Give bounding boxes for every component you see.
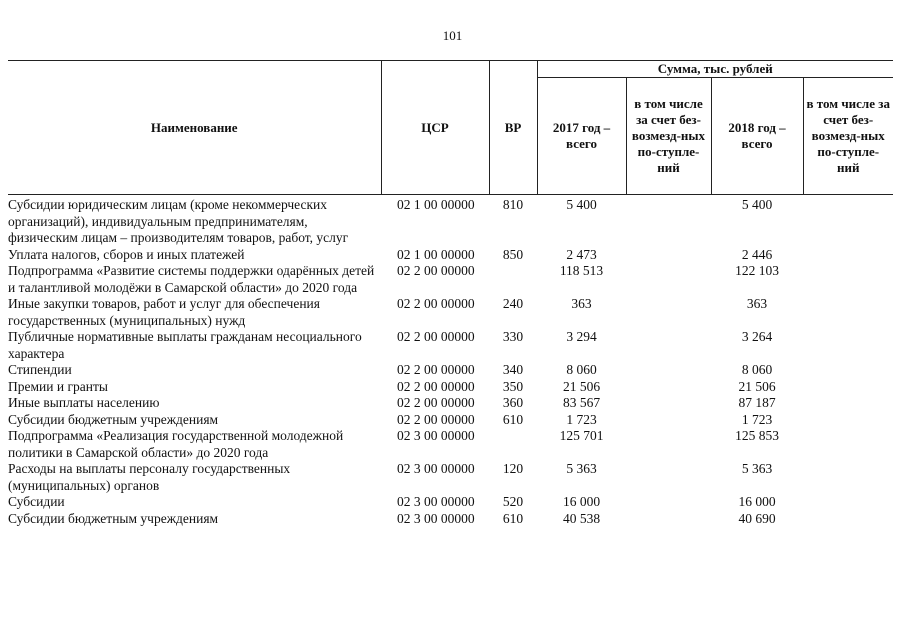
- header-2017-total: 2017 год – всего: [537, 78, 626, 195]
- row-sum-2017: 5 363: [566, 461, 597, 476]
- row-name: Расходы на выплаты персоналу государственных (муниципальных) органов: [8, 461, 291, 493]
- row-grant-2017: [626, 296, 711, 329]
- header-2018-grants: в том числе за счет без-возмезд-ных по-ступле-ний: [803, 78, 893, 195]
- table-row: [8, 263, 893, 296]
- row-csr: 02 2 00 00000: [397, 411, 475, 427]
- row-vr: 850: [502, 246, 524, 262]
- row-name: Иные выплаты населению: [8, 395, 160, 410]
- header-name: Наименование: [8, 61, 381, 195]
- header-2017-grants: в том числе за счет без-возмезд-ных по-ступле-ний: [626, 78, 711, 195]
- row-grant-2017: [626, 461, 711, 494]
- header-vr: ВР: [489, 61, 537, 195]
- row-grant-2018: [803, 362, 893, 379]
- row-vr: 810: [502, 197, 524, 212]
- row-vr: 330: [502, 329, 524, 344]
- row-sum-2018: 40 690: [738, 510, 776, 526]
- row-sum-2017: 21 506: [562, 378, 601, 394]
- row-sum-2017: 3 294: [566, 329, 597, 344]
- row-grant-2018: [803, 494, 893, 511]
- header-2018-total: 2018 год – всего: [711, 78, 803, 195]
- row-grant-2017: [626, 329, 711, 362]
- row-grant-2018: [803, 296, 893, 329]
- row-grant-2017: [626, 412, 711, 429]
- row-csr: 02 2 00 00000: [397, 296, 475, 311]
- table-row: [8, 362, 893, 379]
- row-grant-2017: [626, 362, 711, 379]
- row-vr: 240: [502, 296, 524, 311]
- table-row: [8, 395, 893, 412]
- row-csr: 02 3 00 00000: [397, 461, 475, 476]
- row-sum-2018: 1 723: [741, 411, 773, 427]
- row-sum-2017: 16 000: [562, 494, 601, 509]
- table-row: [8, 412, 893, 429]
- row-sum-2017: 5 400: [566, 197, 597, 212]
- row-grant-2017: [626, 395, 711, 412]
- row-grant-2017: [626, 428, 711, 461]
- page-number: 101: [442, 28, 463, 43]
- row-sum-2018: 8 060: [741, 362, 773, 377]
- row-csr: 02 1 00 00000: [397, 246, 475, 262]
- row-grant-2017: [626, 247, 711, 264]
- table-body: [8, 195, 893, 528]
- row-vr: 120: [502, 461, 524, 476]
- table-row: [8, 379, 893, 396]
- row-csr: 02 2 00 00000: [397, 263, 475, 278]
- row-name: Подпрограмма «Реализация государственной молодежной политики в Самарской области» до 2020 года: [8, 428, 344, 460]
- table-row: [8, 195, 893, 247]
- row-csr: 02 1 00 00000: [397, 197, 475, 212]
- row-sum-2018: 87 187: [738, 395, 776, 410]
- row-name: Иные закупки товаров, работ и услуг для обеспечения государственных (муниципальных) нужд: [8, 296, 320, 328]
- row-sum-2017: 2 473: [566, 246, 597, 262]
- row-sum-2017: 118 513: [559, 263, 604, 278]
- table-header: [8, 61, 893, 195]
- row-grant-2018: [803, 247, 893, 264]
- row-sum-2018: 16 000: [738, 494, 776, 509]
- row-sum-2018: 5 363: [741, 461, 773, 476]
- row-sum-2018: 2 446: [741, 246, 773, 262]
- budget-table: [8, 60, 893, 527]
- row-sum-2018: 21 506: [738, 378, 776, 394]
- row-sum-2018: 3 264: [741, 329, 773, 344]
- row-grant-2018: [803, 329, 893, 362]
- row-sum-2018: 5 400: [741, 197, 773, 212]
- row-grant-2018: [803, 379, 893, 396]
- table-row: [8, 247, 893, 264]
- row-sum-2018: 363: [746, 296, 768, 311]
- row-grant-2018: [803, 195, 893, 247]
- table-row: [8, 428, 893, 461]
- row-csr: 02 3 00 00000: [397, 494, 475, 509]
- row-name: Субсидии бюджетным учреждениям: [8, 411, 219, 427]
- row-vr: 520: [502, 494, 524, 509]
- row-vr: 340: [502, 362, 524, 377]
- row-vr: [489, 428, 537, 461]
- row-sum-2017: 8 060: [566, 362, 597, 377]
- row-sum-2017: 40 538: [562, 510, 601, 526]
- row-vr: [489, 263, 537, 296]
- table-row: [8, 329, 893, 362]
- table-row: [8, 511, 893, 528]
- row-vr: 610: [502, 510, 524, 526]
- row-vr: 610: [502, 411, 524, 427]
- row-sum-2017: 363: [571, 296, 592, 311]
- row-name: Уплата налогов, сборов и иных платежей: [8, 246, 245, 262]
- row-sum-2017: 83 567: [562, 395, 601, 410]
- row-sum-2017: 1 723: [566, 411, 597, 427]
- row-csr: 02 2 00 00000: [397, 329, 475, 344]
- row-vr: 360: [502, 395, 524, 410]
- row-grant-2018: [803, 461, 893, 494]
- row-grant-2017: [626, 511, 711, 528]
- row-vr: 350: [502, 378, 524, 394]
- table-row: [8, 296, 893, 329]
- row-csr: 02 2 00 00000: [397, 395, 475, 410]
- row-sum-2018: 122 103: [735, 263, 779, 278]
- header-csr: ЦСР: [381, 61, 489, 195]
- table-row: [8, 494, 893, 511]
- row-csr: 02 3 00 00000: [397, 428, 475, 443]
- row-sum-2017: 125 701: [559, 428, 604, 443]
- row-name: Подпрограмма «Развитие системы поддержки одарённых детей и талантливой молодёжи в Самарской области» до 2020 года: [8, 263, 375, 295]
- row-name: Субсидии юридическим лицам (кроме некоммерческих организаций), индивидуальным предпринимателям, физическим лицам – производителям товаров, работ, услуг: [8, 197, 349, 245]
- row-grant-2017: [626, 195, 711, 247]
- row-name: Стипендии: [8, 362, 72, 377]
- row-grant-2018: [803, 428, 893, 461]
- row-csr: 02 2 00 00000: [397, 362, 475, 377]
- table-row: [8, 461, 893, 494]
- row-grant-2018: [803, 412, 893, 429]
- row-csr: 02 3 00 00000: [397, 510, 475, 526]
- row-grant-2018: [803, 511, 893, 528]
- row-grant-2017: [626, 263, 711, 296]
- row-name: Субсидии бюджетным учреждениям: [8, 510, 219, 526]
- row-csr: 02 2 00 00000: [397, 378, 475, 394]
- row-name: Публичные нормативные выплаты гражданам несоциального характера: [8, 329, 362, 361]
- row-grant-2017: [626, 494, 711, 511]
- row-name: Премии и гранты: [8, 378, 108, 394]
- row-grant-2018: [803, 395, 893, 412]
- row-grant-2017: [626, 379, 711, 396]
- header-sum-group: Сумма, тыс. рублей: [537, 61, 893, 78]
- row-grant-2018: [803, 263, 893, 296]
- row-name: Субсидии: [8, 494, 65, 509]
- row-sum-2018: 125 853: [735, 428, 779, 443]
